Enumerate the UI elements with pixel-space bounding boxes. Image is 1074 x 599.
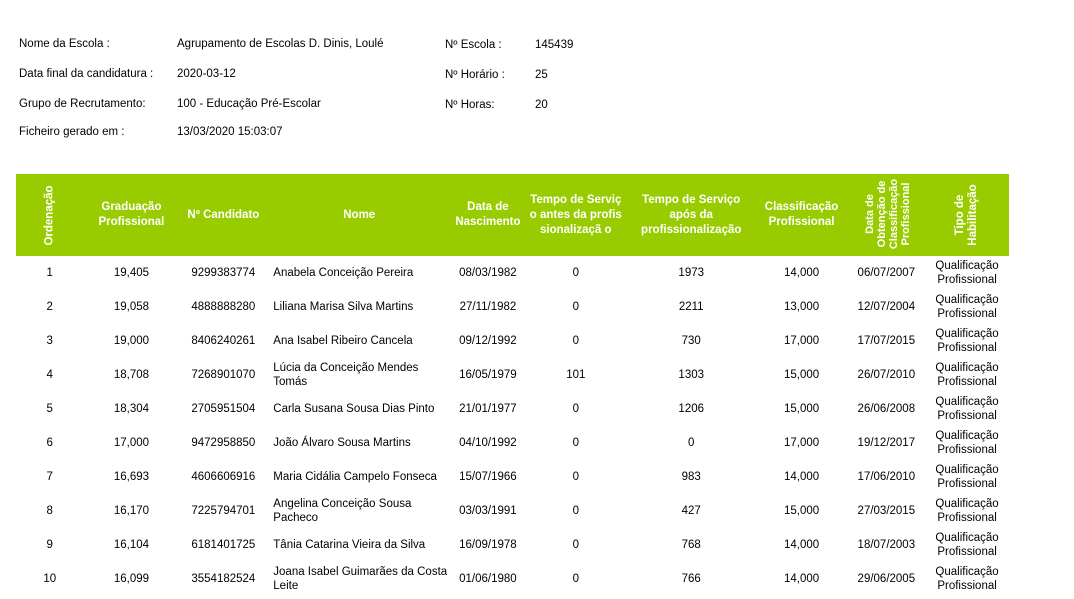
cell-obtencao: 17/07/2015: [857, 335, 916, 347]
cell-habilitacao: Qualificação Profissional: [935, 396, 999, 422]
cell-graduacao: 16,170: [113, 505, 150, 517]
cell-candidato: 7268901070: [191, 369, 256, 381]
cell-habilitacao: Qualificação Profissional: [935, 498, 999, 524]
col-header-ordenacao: Ordenação: [43, 184, 56, 246]
cell-nascimento: 15/07/1966: [459, 471, 517, 483]
cell-nome: Lúcia da Conceição Mendes Tomás: [273, 362, 419, 388]
cell-apos: 427: [681, 505, 701, 517]
cell-ordem: 8: [46, 505, 53, 517]
cell-nascimento: 01/06/1980: [459, 573, 517, 585]
table-row: [16, 460, 1009, 494]
cell-classificacao: 17,000: [783, 437, 820, 449]
cell-ordem: 1: [46, 267, 53, 279]
cell-apos: 766: [681, 573, 701, 585]
cell-classificacao: 14,000: [783, 471, 820, 483]
cell-candidato: 2705951504: [191, 403, 256, 415]
cell-nome: João Álvaro Sousa Martins: [273, 437, 411, 449]
cell-obtencao: 26/06/2008: [857, 403, 916, 415]
col-header-classificacao: Classificação Profissional: [764, 201, 839, 228]
table-row: [16, 494, 1009, 528]
table-row: [16, 528, 1009, 562]
col-header-candidato: Nº Candidato: [187, 208, 260, 221]
cell-nome: Tânia Catarina Vieira da Silva: [273, 539, 426, 551]
cell-obtencao: 29/06/2005: [857, 573, 916, 585]
cell-ordem: 5: [46, 403, 53, 415]
cell-apos: 1206: [678, 403, 705, 415]
cell-obtencao: 19/12/2017: [857, 437, 916, 449]
cell-nascimento: 09/12/1992: [459, 335, 517, 347]
cell-nome: Angelina Conceição Sousa Pacheco: [273, 498, 412, 524]
cell-nascimento: 16/05/1979: [459, 369, 517, 381]
cell-obtencao: 12/07/2004: [857, 301, 916, 313]
cell-nascimento: 08/03/1982: [459, 267, 517, 279]
cell-graduacao: 16,104: [113, 539, 150, 551]
cell-graduacao: 18,708: [113, 369, 150, 381]
cell-nascimento: 03/03/1991: [459, 505, 517, 517]
cell-candidato: 4888888280: [191, 301, 256, 313]
table-row: [16, 256, 1009, 290]
cell-apos: 730: [681, 335, 701, 347]
cell-nome: Maria Cidália Campelo Fonseca: [273, 471, 437, 483]
cell-obtencao: 27/03/2015: [857, 505, 916, 517]
candidates-table: [16, 174, 1009, 596]
cell-apos: 768: [681, 539, 701, 551]
cell-ordem: 2: [46, 301, 53, 313]
col-header-tempo-antes: Tempo de Serviço antes da profissionalizaçã o: [529, 193, 622, 236]
cell-ordem: 10: [43, 573, 57, 585]
table-header-row: [16, 174, 1009, 256]
school-name-label: Nome da Escola :: [19, 38, 110, 50]
cell-antes: 0: [572, 573, 579, 585]
cell-classificacao: 14,000: [783, 573, 820, 585]
cell-candidato: 7225794701: [191, 505, 256, 517]
school-no-value: 145439: [535, 39, 574, 51]
cell-apos: 1973: [678, 267, 705, 279]
table-row: [16, 358, 1009, 392]
cell-antes: 0: [572, 403, 579, 415]
cell-nome: Anabela Conceição Pereira: [273, 267, 414, 279]
table-row: [16, 426, 1009, 460]
generated-value: 13/03/2020 15:03:07: [177, 126, 283, 138]
table-row: [16, 324, 1009, 358]
generated-label: Ficheiro gerado em :: [19, 126, 125, 138]
cell-classificacao: 14,000: [783, 267, 820, 279]
cell-classificacao: 13,000: [783, 301, 820, 313]
cell-candidato: 4606606916: [191, 471, 256, 483]
cell-candidato: 6181401725: [191, 539, 256, 551]
cell-antes: 101: [566, 369, 586, 381]
schedule-no-value: 25: [535, 69, 548, 81]
cell-antes: 0: [572, 539, 579, 551]
table-row: [16, 290, 1009, 324]
cell-nascimento: 27/11/1982: [459, 301, 517, 313]
col-header-tempo-apos: Tempo de Serviço após da profissionalização: [641, 193, 742, 236]
cell-nascimento: 04/10/1992: [459, 437, 517, 449]
cell-antes: 0: [572, 267, 579, 279]
cell-candidato: 9472958850: [191, 437, 256, 449]
cell-ordem: 3: [46, 335, 53, 347]
table-row: [16, 562, 1009, 596]
cell-habilitacao: Qualificação Profissional: [935, 430, 999, 456]
cell-graduacao: 19,058: [113, 301, 150, 313]
cell-apos: 0: [688, 437, 695, 449]
cell-obtencao: 17/06/2010: [857, 471, 916, 483]
cell-habilitacao: Qualificação Profissional: [935, 464, 999, 490]
cell-ordem: 9: [46, 539, 53, 551]
cell-classificacao: 17,000: [783, 335, 820, 347]
cell-obtencao: 18/07/2003: [857, 539, 916, 551]
cell-habilitacao: Qualificação Profissional: [935, 532, 999, 558]
table-row: [16, 392, 1009, 426]
cell-habilitacao: Qualificação Profissional: [935, 260, 999, 286]
col-header-data-obtencao: Data de Obtenção de Classificação Profissional: [863, 178, 912, 250]
cell-antes: 0: [572, 335, 579, 347]
cell-candidato: 3554182524: [191, 573, 256, 585]
cell-nome: Joana Isabel Guimarães da Costa Leite: [273, 566, 448, 592]
hours-label: Nº Horas:: [445, 99, 495, 111]
cell-antes: 0: [572, 301, 579, 313]
school-no-label: Nº Escola :: [445, 39, 502, 51]
cell-graduacao: 19,405: [113, 267, 150, 279]
cell-classificacao: 15,000: [783, 369, 820, 381]
col-header-nascimento: Data de Nascimento: [455, 201, 521, 228]
cell-graduacao: 17,000: [113, 437, 150, 449]
deadline-value: 2020-03-12: [177, 68, 236, 80]
cell-antes: 0: [572, 505, 579, 517]
cell-classificacao: 15,000: [783, 505, 820, 517]
cell-habilitacao: Qualificação Profissional: [935, 362, 999, 388]
cell-graduacao: 18,304: [113, 403, 150, 415]
cell-ordem: 7: [46, 471, 53, 483]
cell-graduacao: 16,693: [113, 471, 150, 483]
cell-antes: 0: [572, 471, 579, 483]
cell-ordem: 6: [46, 437, 53, 449]
cell-apos: 1303: [678, 369, 705, 381]
cell-nome: Ana Isabel Ribeiro Cancela: [273, 335, 413, 347]
cell-habilitacao: Qualificação Profissional: [935, 294, 999, 320]
cell-apos: 2211: [678, 301, 704, 313]
cell-candidato: 8406240261: [191, 335, 256, 347]
cell-antes: 0: [572, 437, 579, 449]
cell-nascimento: 21/01/1977: [459, 403, 517, 415]
cell-habilitacao: Qualificação Profissional: [935, 328, 999, 354]
hours-value: 20: [535, 99, 548, 111]
cell-graduacao: 16,099: [113, 573, 150, 585]
cell-nome: Liliana Marisa Silva Martins: [273, 301, 414, 313]
cell-nome: Carla Susana Sousa Dias Pinto: [273, 403, 435, 415]
cell-obtencao: 26/07/2010: [857, 369, 916, 381]
school-name-value: Agrupamento de Escolas D. Dinis, Loulé: [177, 38, 384, 50]
deadline-label: Data final da candidatura :: [19, 68, 154, 80]
group-label: Grupo de Recrutamento:: [19, 98, 146, 110]
cell-graduacao: 19,000: [113, 335, 150, 347]
schedule-no-label: Nº Horário :: [445, 69, 505, 81]
group-value: 100 - Educação Pré-Escolar: [177, 98, 321, 110]
cell-habilitacao: Qualificação Profissional: [935, 566, 999, 592]
cell-obtencao: 06/07/2007: [857, 267, 916, 279]
col-header-graduacao: Graduação Profissional: [98, 201, 165, 228]
cell-ordem: 4: [46, 369, 53, 381]
cell-classificacao: 15,000: [783, 403, 820, 415]
col-header-tipo-habilitacao: Tipo de Habilitação: [954, 183, 980, 246]
cell-classificacao: 14,000: [783, 539, 820, 551]
cell-apos: 983: [681, 471, 701, 483]
cell-nascimento: 16/09/1978: [459, 539, 517, 551]
cell-candidato: 9299383774: [191, 267, 256, 279]
col-header-nome: Nome: [343, 208, 376, 221]
